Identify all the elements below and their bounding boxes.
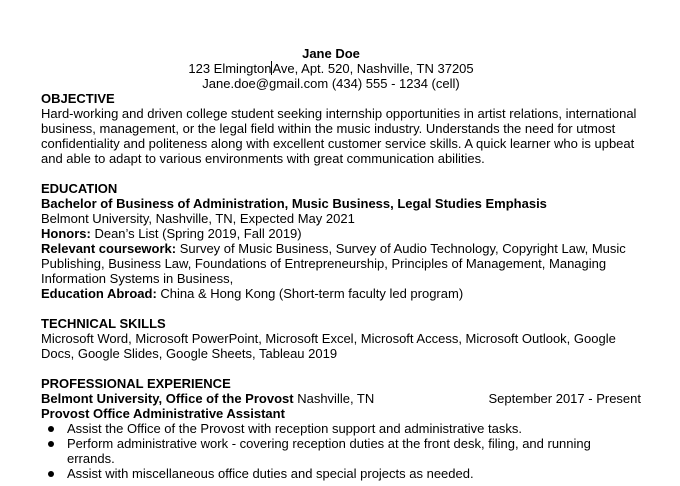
honors-label: Honors: [41, 226, 91, 241]
list-item: Perform administrative work - covering reception duties at the front desk, filing, and running errands. [41, 436, 641, 466]
coursework-label: Relevant coursework: [41, 241, 177, 256]
employment-dates: September 2017 - Present [488, 391, 641, 406]
abroad-label: Education Abroad: [41, 286, 157, 301]
employer-name: Belmont University, Office of the Provost [41, 391, 294, 406]
abroad-line [41, 286, 641, 301]
resume-header [21, 46, 641, 91]
objective-section [41, 91, 641, 166]
skills-heading: TECHNICAL SKILLS [41, 316, 166, 331]
job-role: Provost Office Administrative Assistant [41, 406, 285, 421]
objective-heading: OBJECTIVE [41, 91, 115, 106]
education-heading: EDUCATION [41, 181, 118, 196]
employer-row [41, 391, 641, 406]
degree-line: Bachelor of Business of Administration, Music Business, Legal Studies Emphasis [41, 196, 547, 211]
employer-location: Nashville, TN [293, 391, 375, 406]
candidate-name: Jane Doe [302, 46, 360, 61]
school-line: Belmont University, Nashville, TN, Expected May 2021 [41, 211, 355, 226]
list-item: Assist the Office of the Provost with reception support and administrative tasks. [41, 421, 641, 436]
coursework-value: Survey of Music Business, Survey of Audio Technology, Copyright Law, Music Publishing, Business Law, Foundations of Entrepreneurship, Principles of Management, Managing Information Systems in Business, [41, 241, 626, 286]
objective-text: Hard-working and driven college student seeking internship opportunities in artist relations, international business, management, or the legal field within the music industry. Understands the need for utmost confidentiality and politeness along with excellent customer service skills. A quick learner who is upbeat and able to adapt to various environments with great communication abilities. [41, 106, 637, 166]
experience-heading: PROFESSIONAL EXPERIENCE [41, 376, 231, 391]
contact-line: Jane.doe@gmail.com (434) 555 - 1234 (cell) [202, 76, 460, 91]
education-section [41, 181, 641, 301]
honors-line [41, 226, 641, 241]
duty-list [41, 421, 641, 481]
skills-text: Microsoft Word, Microsoft PowerPoint, Microsoft Excel, Microsoft Access, Microsoft Outlook, Google Docs, Google Slides, Google Sheets, Tableau 2019 [41, 331, 616, 361]
list-item: Assist with miscellaneous office duties and special projects as needed. [41, 466, 641, 481]
abroad-value: China & Hong Kong (Short-term faculty led program) [156, 286, 464, 301]
resume-page [41, 46, 641, 481]
address-part-2: Ave, Apt. 520, Nashville, TN 37205 [272, 61, 474, 76]
honors-value: Dean’s List (Spring 2019, Fall 2019) [90, 226, 302, 241]
address-part-1: 123 Elmington [188, 61, 272, 76]
employer-line [41, 391, 374, 406]
coursework-line [41, 241, 641, 286]
address-line [21, 61, 641, 76]
skills-section [41, 316, 641, 361]
experience-section [41, 376, 641, 481]
